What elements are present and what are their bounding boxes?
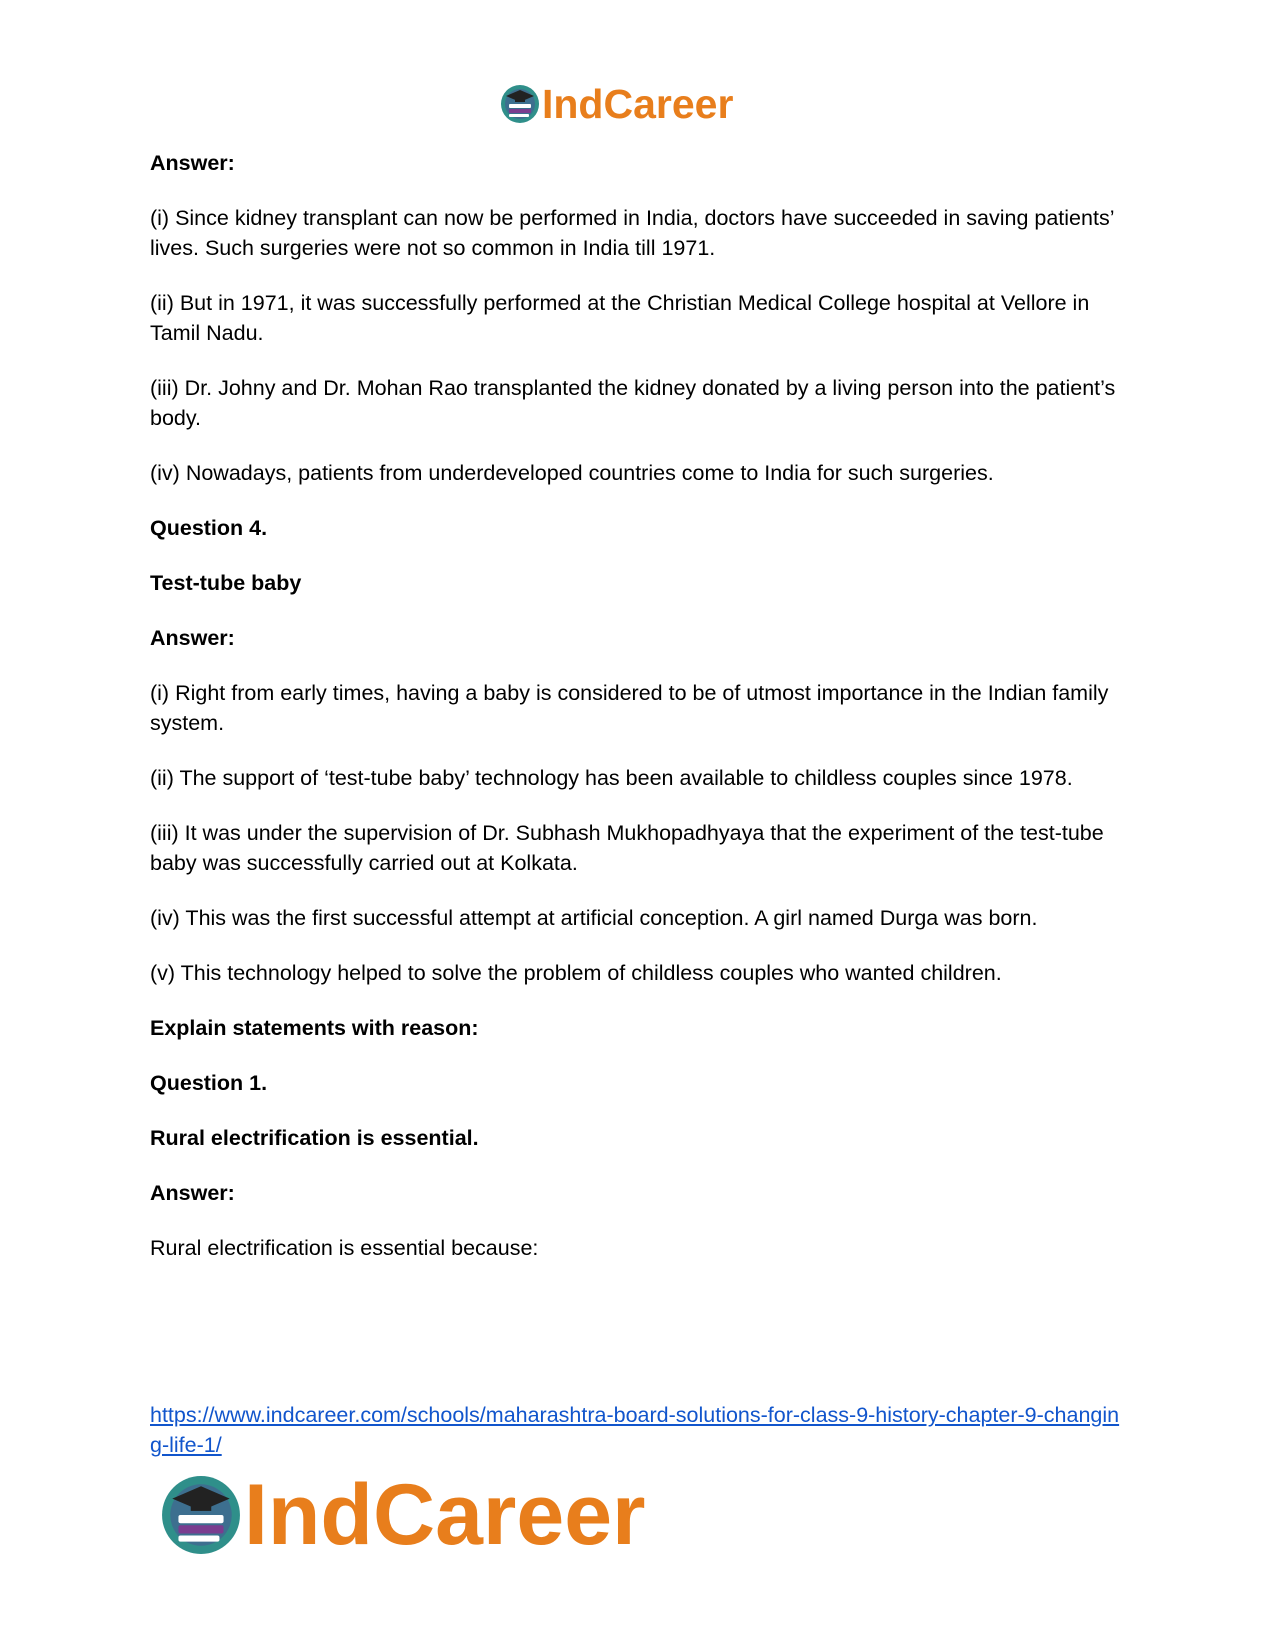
heading-line: Answer: — [150, 626, 235, 650]
logo-wordmark: IndCareer — [542, 80, 734, 127]
heading-line: Explain statements with reason: — [150, 1016, 479, 1040]
heading-line: Question 4. — [150, 516, 268, 540]
heading-line: Question 1. — [150, 1071, 268, 1095]
heading-line: Answer: — [150, 151, 235, 175]
graduation-cap-books-icon — [160, 1474, 242, 1556]
body-paragraph: (i) Right from early times, having a baby is considered to be of utmost importance in the Indian family system. — [150, 681, 1109, 735]
heading-line: Answer: — [150, 1181, 235, 1205]
graduation-cap-books-icon — [500, 84, 540, 124]
body-paragraph: (iv) Nowadays, patients from underdeveloped countries come to India for such surgeries. — [150, 461, 994, 485]
body-paragraph: Rural electrification is essential because: — [150, 1236, 539, 1260]
body-paragraph: (v) This technology helped to solve the problem of childless couples who wanted children. — [150, 961, 1002, 985]
body-paragraph: (ii) The support of ‘test-tube baby’ technology has been available to childless couples since 1978. — [150, 766, 1073, 790]
logo-wordmark: IndCareer — [244, 1467, 646, 1563]
body-paragraph: (ii) But in 1971, it was successfully performed at the Christian Medical College hospital at Vellore in Tamil Nadu. — [150, 291, 1090, 345]
body-paragraph: (iv) This was the first successful attempt at artificial conception. A girl named Durga was born. — [150, 906, 1038, 930]
document-body — [150, 148, 1130, 1288]
body-paragraph: (iii) Dr. Johny and Dr. Mohan Rao transplanted the kidney donated by a living person into the patient’s body. — [150, 376, 1116, 430]
footer-logo — [160, 1467, 646, 1563]
heading-line: Rural electrification is essential. — [150, 1126, 479, 1150]
body-paragraph: (iii) It was under the supervision of Dr. Subhash Mukhopadhyaya that the experiment of the test-tube baby was successfully carried out at Kolkata. — [150, 821, 1104, 875]
body-paragraph: (i) Since kidney transplant can now be performed in India, doctors have succeeded in saving patients’ lives. Such surgeries were not so common in India till 1971. — [150, 206, 1114, 260]
heading-line: Test-tube baby — [150, 571, 302, 595]
source-url-link[interactable]: https://www.indcareer.com/schools/maharashtra-board-solutions-for-class-9-history-chapter-9-changing-life-1/ — [150, 1403, 1120, 1457]
header-logo — [500, 80, 733, 128]
